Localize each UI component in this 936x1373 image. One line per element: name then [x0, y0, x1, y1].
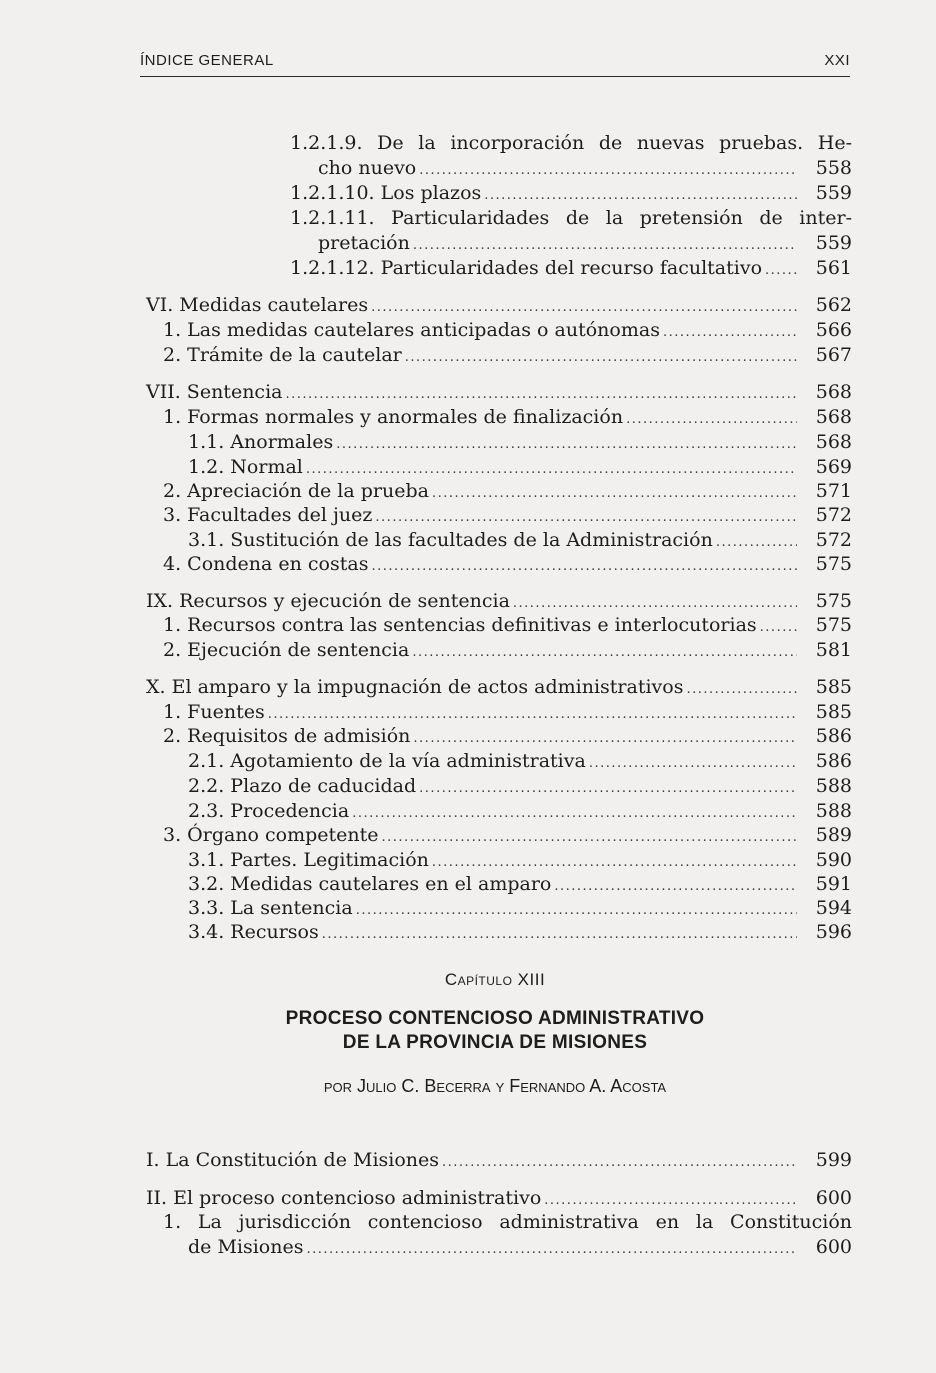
- toc-entry-text: X. El amparo y la impugnación de actos administrativos: [146, 676, 684, 698]
- toc-entry-page: 589: [815, 824, 852, 846]
- dot-leader: [371, 555, 797, 579]
- toc-entry: [163, 700, 852, 724]
- toc-entry: [188, 749, 852, 773]
- toc-entry-text: 2. Trámite de la cautelar: [163, 344, 402, 366]
- dot-leader: [405, 346, 797, 370]
- toc-entry-text: cho nuevo: [318, 157, 417, 179]
- dot-leader: [375, 506, 797, 530]
- toc-entry: [163, 724, 852, 748]
- toc-entry-page: 588: [815, 800, 852, 822]
- toc-entry-page: 567: [815, 344, 852, 366]
- toc-entry: [163, 552, 852, 576]
- toc-entry-page: 571: [815, 480, 852, 502]
- toc-entry-text: 2. Requisitos de admisión: [163, 725, 411, 747]
- toc-entry-page: 568: [815, 431, 852, 453]
- toc-entry: [163, 343, 852, 367]
- toc-entry: [188, 1235, 852, 1259]
- toc-entry-page: 558: [815, 157, 852, 179]
- dot-leader: [442, 1151, 797, 1175]
- chapter-title-line-2: DE LA PROVINCIA DE MISIONES: [342, 1032, 648, 1053]
- toc-entry-text: 1. Recursos contra las sentencias definitivas e interlocutorias: [163, 614, 757, 636]
- toc-entry: [188, 848, 852, 872]
- toc-entry-page: 575: [815, 590, 852, 612]
- toc-entry-page: 575: [815, 614, 852, 636]
- toc-entry-text: pretación: [318, 232, 410, 254]
- toc-entry-page: 591: [815, 873, 852, 895]
- dot-leader: [663, 321, 797, 345]
- toc-entry-text: 1.2. Normal: [188, 456, 303, 478]
- toc-entry-text: 1.2.1.12. Particularidades del recurso facultativo: [290, 257, 763, 279]
- dot-leader: [371, 296, 797, 320]
- toc-entry: [188, 799, 852, 823]
- chapter-title-line-1: PROCESO CONTENCIOSO ADMINISTRATIVO: [285, 1008, 705, 1029]
- toc-entry: [163, 503, 852, 527]
- toc-entry-text: VII. Sentencia: [146, 381, 283, 403]
- toc-entry: [318, 156, 852, 180]
- toc-entry: [188, 920, 852, 944]
- toc-entry-text: 3.1. Sustitución de las facultades de la Administración: [188, 529, 713, 551]
- toc-entry-text: 4. Condena en costas: [163, 553, 369, 575]
- toc-entry-text: 1.1. Anormales: [188, 431, 334, 453]
- toc-entry-text: 3.2. Medidas cautelares en el amparo: [188, 873, 552, 895]
- running-header: [140, 50, 850, 77]
- toc-entry: [318, 231, 852, 255]
- toc-entry-page: 586: [815, 725, 852, 747]
- toc-entry-page: 568: [815, 406, 852, 428]
- toc-entry: [290, 256, 852, 280]
- toc-entry-text: 1. Fuentes: [163, 701, 265, 723]
- toc-entry: [163, 613, 852, 637]
- toc-entry-text: 2.3. Procedencia: [188, 800, 350, 822]
- toc-entry: [290, 181, 852, 205]
- toc-entry-text: 1. La jurisdicción contencioso administrativa en la Constitución: [163, 1211, 852, 1233]
- toc-entry-text: 2. Apreciación de la prueba: [163, 480, 429, 502]
- dot-leader: [285, 383, 797, 407]
- toc-entry: [146, 589, 852, 613]
- toc-entry-page: 581: [815, 639, 852, 661]
- dot-leader: [419, 777, 797, 801]
- toc-entry-text: 1. Las medidas cautelares anticipadas o autónomas: [163, 319, 660, 341]
- dot-leader: [760, 616, 797, 640]
- toc-entry-text: de Misiones: [188, 1236, 304, 1258]
- toc-entry-page: 600: [815, 1236, 852, 1258]
- header-page-number: XXI: [824, 52, 850, 69]
- toc-entry: [188, 430, 852, 454]
- dot-leader: [336, 433, 797, 457]
- toc-entry-page: 572: [815, 529, 852, 551]
- toc-entry-page: 596: [815, 921, 852, 943]
- header-title: ÍNDICE GENERAL: [140, 52, 274, 69]
- toc-entry-text: 3.4. Recursos: [188, 921, 319, 943]
- toc-entry-page: 585: [815, 701, 852, 723]
- toc-entry-page: 559: [815, 232, 852, 254]
- dot-leader: [589, 752, 797, 776]
- toc-entry-page: 572: [815, 504, 852, 526]
- toc-entry: [290, 131, 852, 155]
- toc-entry-page: 561: [815, 257, 852, 279]
- dot-leader: [306, 1238, 797, 1262]
- dot-leader: [413, 234, 797, 258]
- dot-leader: [686, 678, 797, 702]
- dot-leader: [419, 159, 797, 183]
- toc-entry: [163, 1210, 852, 1234]
- toc-entry: [163, 318, 852, 342]
- toc-entry-page: 575: [815, 553, 852, 575]
- dot-leader: [484, 184, 797, 208]
- toc-entry-text: 1.2.1.10. Los plazos: [290, 182, 482, 204]
- dot-leader: [412, 641, 797, 665]
- toc-entry: [188, 528, 852, 552]
- dot-leader: [626, 408, 797, 432]
- toc-entry-text: 2.2. Plazo de caducidad: [188, 775, 417, 797]
- toc-entry-page: 586: [815, 750, 852, 772]
- toc-entry-text: 1. Formas normales y anormales de finalización: [163, 406, 624, 428]
- toc-entry: [188, 774, 852, 798]
- toc-entry-page: 562: [815, 294, 852, 316]
- toc-entry-text: II. El proceso contencioso administrativo: [146, 1187, 542, 1209]
- toc-entry-text: 1.2.1.11. Particularidades de la pretensión de inter-: [290, 207, 852, 229]
- toc-entry-page: 594: [815, 897, 852, 919]
- toc-entry: [146, 675, 852, 699]
- toc-entry-page: 588: [815, 775, 852, 797]
- toc-entry: [163, 405, 852, 429]
- toc-entry: [188, 896, 852, 920]
- toc-entry: [188, 872, 852, 896]
- toc-entry-page: 569: [815, 456, 852, 478]
- toc-entry: [188, 455, 852, 479]
- toc-entry-text: 3.1. Partes. Legitimación: [188, 849, 429, 871]
- toc-entry-text: I. La Constitución de Misiones: [146, 1149, 440, 1171]
- toc-entry-page: 585: [815, 676, 852, 698]
- dot-leader: [413, 727, 797, 751]
- toc-entry-page: 599: [815, 1149, 852, 1171]
- toc-entry: [290, 206, 852, 230]
- toc-entry-text: 2.1. Agotamiento de la vía administrativa: [188, 750, 586, 772]
- toc-entry-text: 1.2.1.9. De la incorporación de nuevas pruebas. He-: [290, 132, 852, 154]
- toc-entry-text: IX. Recursos y ejecución de sentencia: [146, 590, 510, 612]
- dot-leader: [382, 826, 797, 850]
- toc-entry-text: 3.3. La sentencia: [188, 897, 353, 919]
- toc-entry-text: 3. Órgano competente: [163, 824, 379, 846]
- toc-entry-page: 559: [815, 182, 852, 204]
- toc-entry-text: 3. Facultades del juez: [163, 504, 373, 526]
- chapter-label: Capítulo XIII: [444, 970, 546, 989]
- toc-entry: [146, 293, 852, 317]
- toc-entry: [163, 638, 852, 662]
- toc-entry: [146, 1148, 852, 1172]
- toc-entry-text: 2. Ejecución de sentencia: [163, 639, 410, 661]
- toc-entry-page: 590: [815, 849, 852, 871]
- toc-entry: [146, 1186, 852, 1210]
- toc-entry: [163, 823, 852, 847]
- dot-leader: [765, 259, 797, 283]
- dot-leader: [322, 923, 797, 947]
- toc-entry: [146, 380, 852, 404]
- toc-entry-page: 566: [815, 319, 852, 341]
- toc-entry: [163, 479, 852, 503]
- chapter-authors: por Julio C. Becerra y Fernando A. Acosta: [323, 1076, 667, 1096]
- toc-entry-text: VI. Medidas cautelares: [146, 294, 369, 316]
- toc-entry-page: 568: [815, 381, 852, 403]
- toc-entry-page: 600: [815, 1187, 852, 1209]
